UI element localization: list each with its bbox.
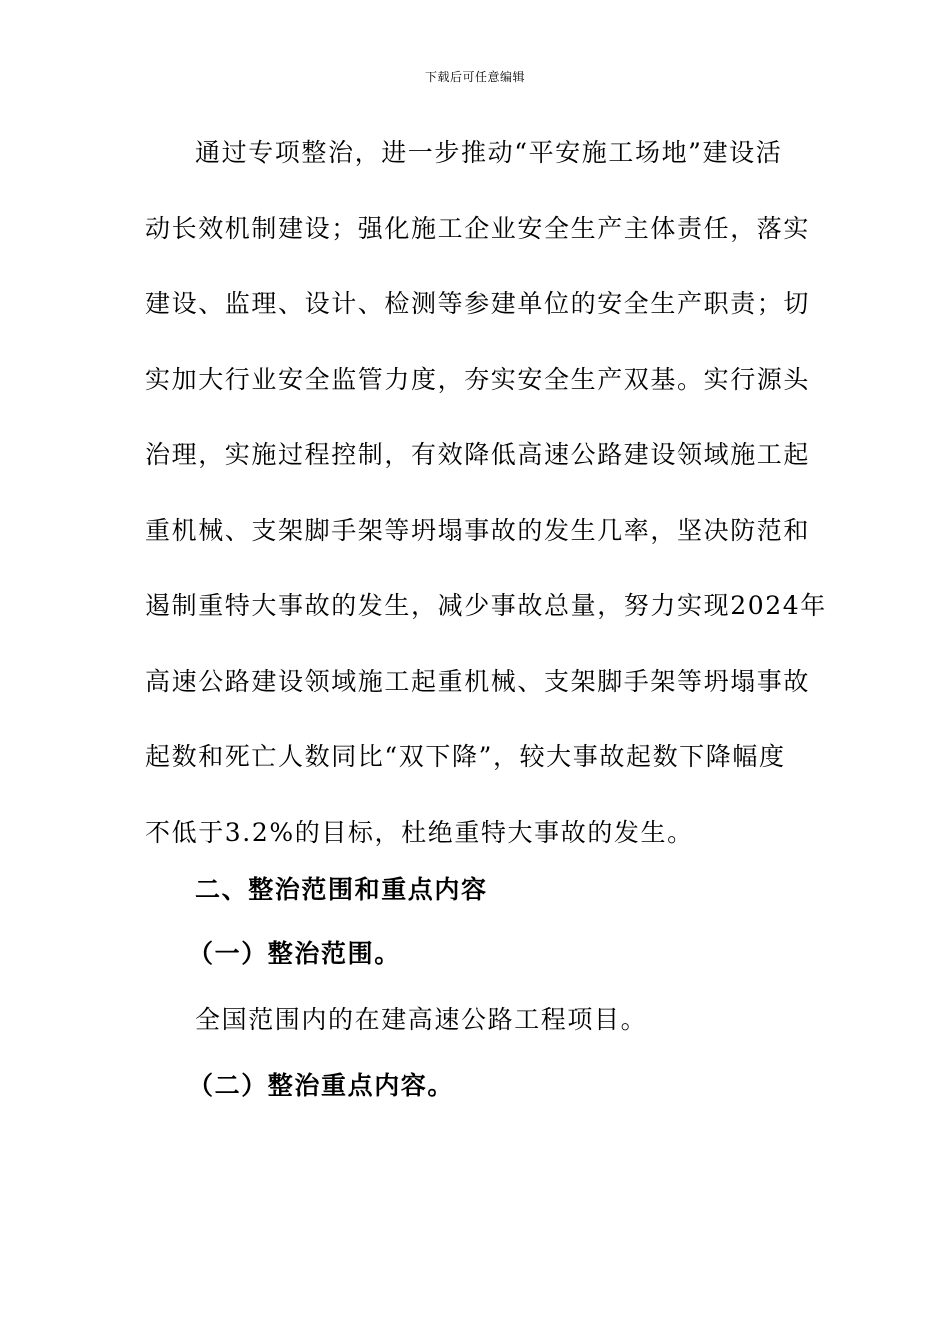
paragraph-line: 遏制重特大事故的发生，减少事故总量，努力实现2024年: [145, 591, 827, 620]
subsection-heading-scope: （一）整治范围。: [188, 939, 401, 968]
section-heading: 二、整治范围和重点内容: [195, 875, 488, 904]
paragraph-line: 动长效机制建设；强化施工企业安全生产主体责任，落实: [145, 213, 811, 243]
subsection-heading-key-content: （二）整治重点内容。: [188, 1071, 455, 1100]
paragraph-line: 重机械、支架脚手架等坍塌事故的发生几率，坚决防范和: [145, 515, 811, 545]
paragraph-line: 高速公路建设领域施工起重机械、支架脚手架等坍塌事故: [145, 666, 811, 696]
paragraph-objectives: [145, 115, 827, 870]
paragraph-line: 建设、监理、设计、检测等参建单位的安全生产职责；切: [145, 289, 811, 318]
paragraph-line: 不低于3.2%的目标，杜绝重特大事故的发生。: [145, 817, 694, 847]
paragraph-line: 治理，实施过程控制，有效降低高速公路建设领域施工起: [145, 440, 811, 469]
paragraph-line: 通过专项整治，进一步推动“平安施工场地”建设活: [195, 138, 783, 167]
paragraph-line: 起数和死亡人数同比“双下降”，较大事故起数下降幅度: [145, 742, 786, 771]
paragraph-line: 实加大行业安全监管力度，夯实安全生产双基。实行源头: [145, 364, 811, 394]
page-header-note: 下载后可任意编辑: [424, 70, 525, 84]
scope-text: 全国范围内的在建高速公路工程项目。: [195, 1005, 648, 1034]
